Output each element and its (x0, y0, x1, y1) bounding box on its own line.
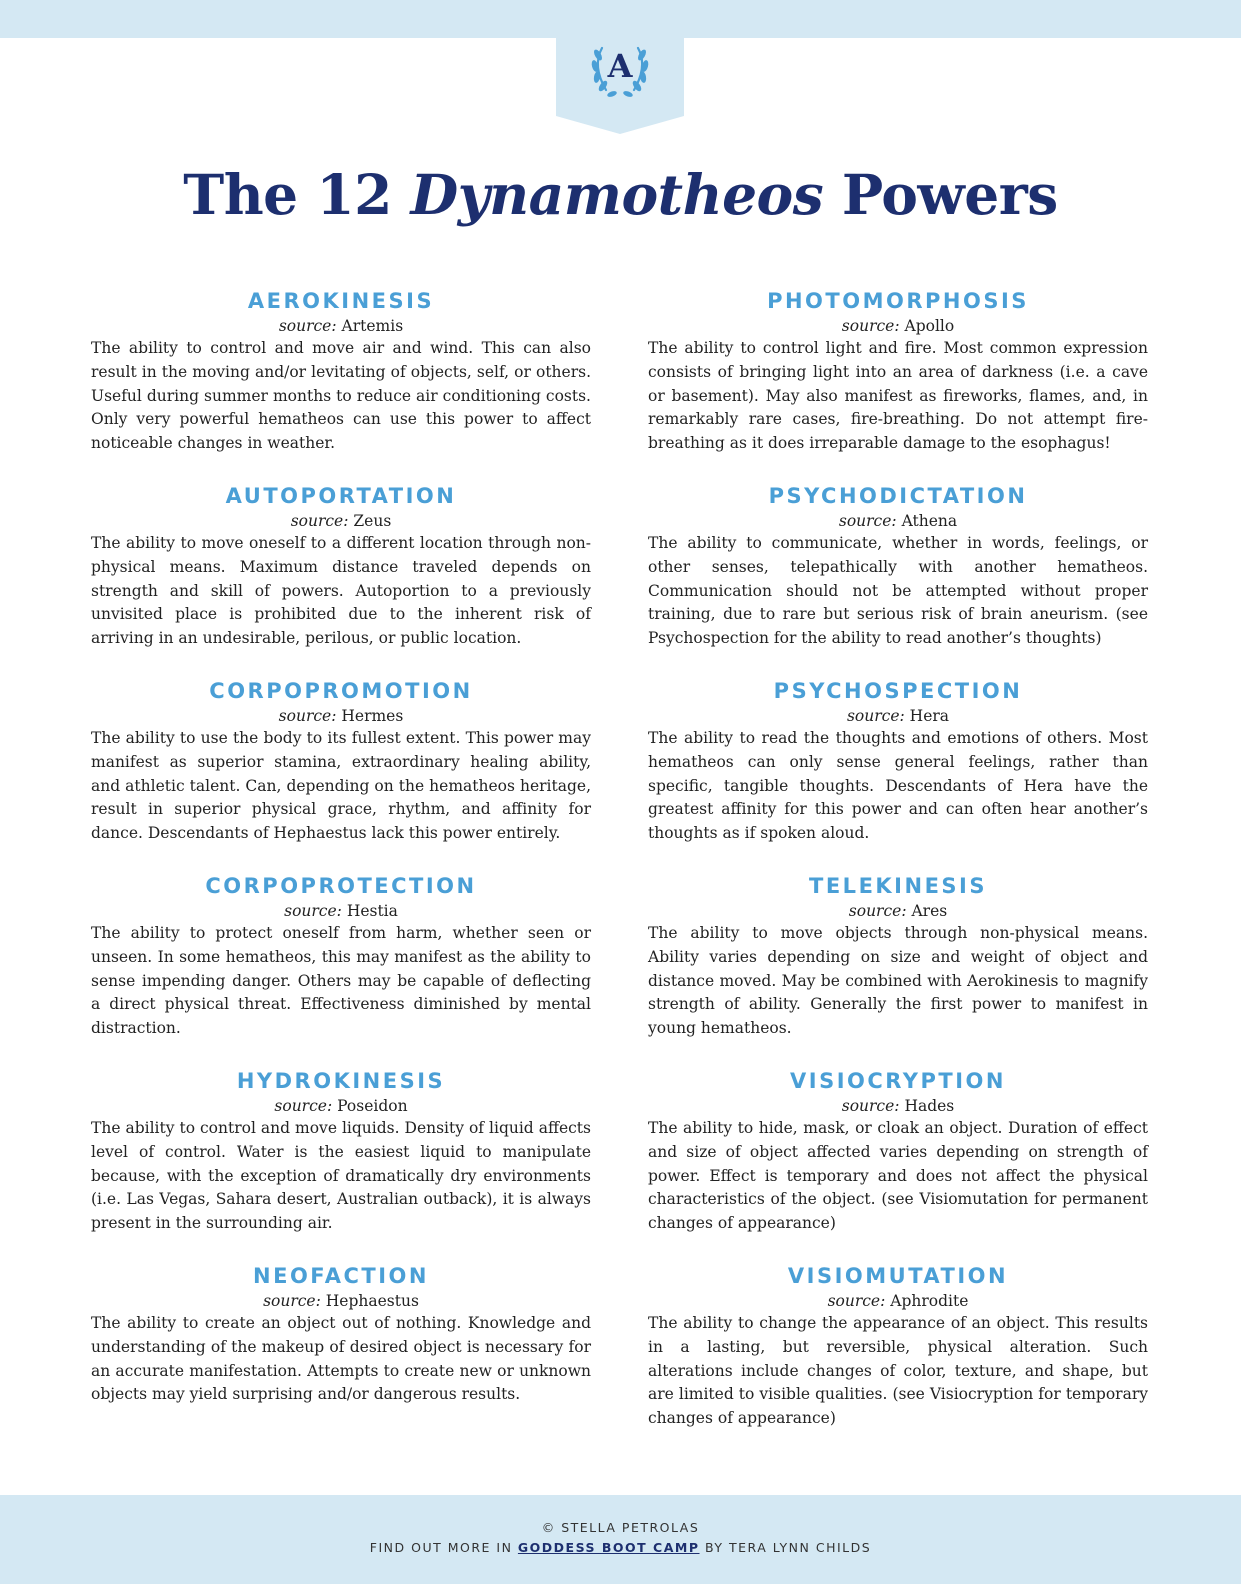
power-description: The ability to protect oneself from harm, whether seen or unseen. In some hematheos, this may manifest as the ability to sense impending danger. Others may be capable of deflecting a direct physical threat. Effectiveness diminished by mental distraction. (91, 924, 591, 1038)
source-god: Artemis (341, 317, 404, 335)
power-description: The ability to control and move air and wind. This can also result in the moving and/or levitating of objects, self, or others. Useful during summer months to reduce air conditioning costs. Only very powerful hematheos can use this power to affect noticeable changes in weather. (91, 339, 591, 453)
power-entry (91, 678, 591, 873)
source-label: source: (838, 512, 897, 530)
source-label: source: (841, 1097, 900, 1115)
power-description: The ability to move objects through non-physical means. Ability varies depending on size and weight of object and distance moved. May be combined with Aerokinesis to magnify strength of ability. Generally the first power to manifest in young hematheos. (648, 924, 1148, 1038)
power-description: The ability to control light and fire. Most common expression consists of bringing light into an area of darkness (i.e. a cave or basement). May also manifest as fireworks, flames, and, in remarkably rare cases, fire-breathing. Do not attempt fire-breathing as it does irreparable damage to the esophagus! (648, 339, 1148, 453)
source-god: Hades (904, 1097, 955, 1115)
power-entry (91, 483, 591, 678)
power-name: NEOFACTION (253, 1264, 429, 1288)
power-source (648, 900, 1148, 922)
source-god: Hera (909, 707, 950, 725)
power-source (91, 1095, 591, 1117)
power-name: TELEKINESIS (809, 874, 987, 898)
power-source (648, 1095, 1148, 1117)
source-god: Ares (911, 902, 948, 920)
power-description: The ability to change the appearance of an object. This results in a lasting, but reversible, physical alteration. Such alterations include changes of color, texture, and shape, but are limited to visible qualities. (see Visiocryption for temporary changes of appearance) (648, 1314, 1148, 1428)
power-entry (648, 1263, 1148, 1458)
source-label: source: (274, 1097, 333, 1115)
power-name: PSYCHODICTATION (768, 484, 1028, 508)
source-god: Apollo (904, 317, 955, 335)
power-description: The ability to hide, mask, or cloak an object. Duration of effect and size of object affected varies depending on strength of power. Effect is temporary and does not affect the physical characteristics of the object. (see Visiomutation for permanent changes of appearance) (648, 1119, 1148, 1233)
credit-suffix: BY TERA LYNN CHILDS (699, 1540, 872, 1555)
power-entry (648, 288, 1148, 483)
power-source (648, 510, 1148, 532)
power-entry (91, 288, 591, 483)
source-label: source: (848, 902, 907, 920)
power-description: The ability to move oneself to a different location through non-physical means. Maximum distance traveled depends on strength and skill of powers. Autoportion to a previously unvisited place is prohibited due to the inherent risk of arriving in an undesirable, perilous, or public location. (91, 534, 591, 648)
page-title (0, 162, 1241, 227)
source-god: Aphrodite (890, 1292, 969, 1310)
source-label: source: (278, 317, 337, 335)
footer-credit (0, 1538, 1241, 1558)
power-name: VISIOMUTATION (787, 1264, 1009, 1288)
right-column (648, 288, 1148, 1458)
source-god: Hephaestus (325, 1292, 419, 1310)
power-source (91, 315, 591, 337)
power-entry (648, 483, 1148, 678)
power-description: The ability to create an object out of nothing. Knowledge and understanding of the makeup of desired object is necessary for an accurate manifestation. Attempts to create new or unknown objects may yield surprising and/or dangerous results. (91, 1314, 591, 1404)
power-entry (648, 678, 1148, 873)
power-source (91, 1290, 591, 1312)
title-prefix: The 12 (183, 162, 411, 227)
power-source (648, 705, 1148, 727)
power-name: PHOTOMORPHOSIS (767, 289, 1029, 313)
credit-prefix: FIND OUT MORE IN (369, 1540, 518, 1555)
power-source (91, 900, 591, 922)
title-italic: Dynamotheos (410, 162, 824, 227)
power-name: AEROKINESIS (247, 289, 435, 313)
source-god: Hestia (346, 902, 398, 920)
power-name: HYDROKINESIS (236, 1069, 446, 1093)
power-name: PSYCHOSPECTION (773, 679, 1023, 703)
power-source (91, 705, 591, 727)
power-name: AUTOPORTATION (225, 484, 457, 508)
source-god: Poseidon (337, 1097, 408, 1115)
power-entry (648, 873, 1148, 1068)
power-entry (91, 873, 591, 1068)
source-label: source: (263, 1292, 321, 1310)
left-column (91, 288, 591, 1458)
power-source (648, 1290, 1148, 1312)
title-suffix: Powers (823, 162, 1058, 227)
power-name: CORPOPROTECTION (205, 874, 477, 898)
power-description: The ability to read the thoughts and emotions of others. Most hematheos can only sense general feelings, rather than specific, tangible thoughts. Descendants of Hera have the greatest affinity for this power and can often hear another’s thoughts as if spoken aloud. (648, 729, 1148, 843)
source-god: Hermes (341, 707, 404, 725)
power-entry (91, 1068, 591, 1263)
power-source (91, 510, 591, 532)
power-entry (91, 1263, 591, 1458)
copyright-text: © STELLA PETROLAS (541, 1520, 700, 1535)
source-god: Athena (901, 512, 958, 530)
power-entry (648, 1068, 1148, 1263)
source-god: Zeus (353, 512, 392, 530)
source-label: source: (846, 707, 905, 725)
power-description: The ability to control and move liquids. Density of liquid affects level of control. Water is the easiest liquid to manipulate because, with the exception of dramatically dry environments (i.e. Las Vegas, Sahara desert, Australian outback), it is always present in the surrounding air. (91, 1119, 591, 1233)
power-name: VISIOCRYPTION (790, 1069, 1006, 1093)
source-label: source: (284, 902, 342, 920)
book-link[interactable]: GODDESS BOOT CAMP (517, 1540, 700, 1555)
source-label: source: (841, 317, 900, 335)
source-label: source: (278, 707, 337, 725)
source-label: source: (290, 512, 349, 530)
power-source (648, 315, 1148, 337)
laurel-emblem-icon (556, 0, 684, 134)
power-name: CORPOPROMOTION (209, 679, 473, 703)
power-description: The ability to use the body to its fullest extent. This power may manifest as superior stamina, extraordinary healing ability, and athletic talent. Can, depending on the hematheos heritage, result in superior physical grace, rhythm, and affinity for dance. Descendants of Hephaestus lack this power entirely. (91, 729, 591, 843)
source-label: source: (827, 1292, 886, 1310)
power-description: The ability to communicate, whether in words, feelings, or other senses, telepathically with another hematheos. Communication should not be attempted without proper training, due to rare but serious risk of brain aneurism. (see Psychospection for the ability to read another’s thoughts) (648, 534, 1148, 648)
emblem-letter: A (607, 47, 633, 85)
footer (0, 1518, 1241, 1558)
